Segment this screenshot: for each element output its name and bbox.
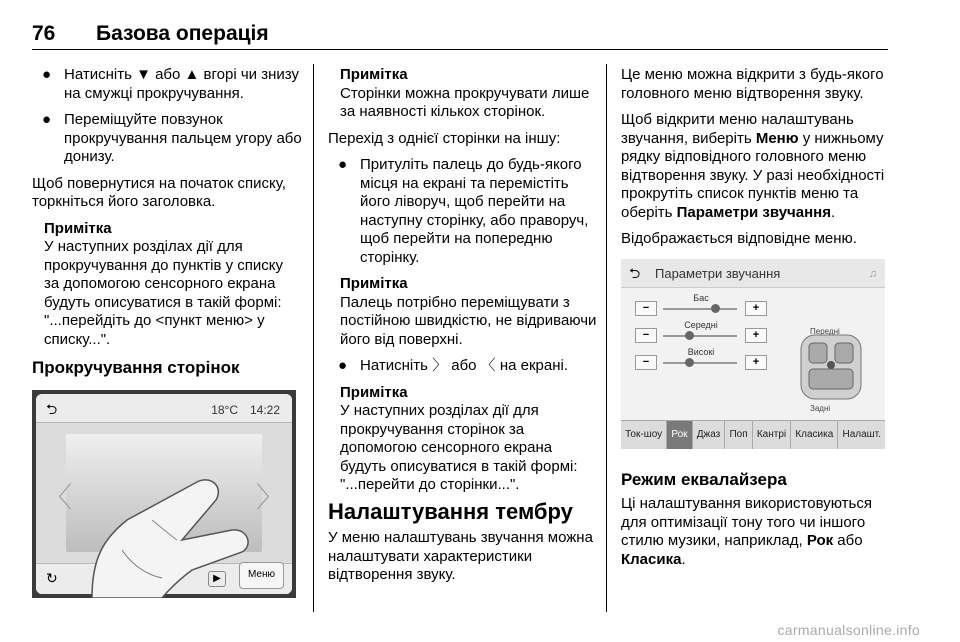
paragraph: Відображається відповідне меню.: [621, 230, 857, 247]
screen-title: Параметри звучання: [655, 265, 781, 281]
touchscreen-illustration: [32, 390, 296, 598]
paragraph: Перехід з однієї сторінки на іншу:: [328, 129, 561, 147]
screen-title-bar: [621, 259, 885, 288]
sound-settings-illustration: [621, 259, 885, 449]
header-rule: [32, 49, 888, 50]
tab-item[interactable]: Кантрі: [753, 421, 791, 449]
plus-button[interactable]: +: [745, 301, 767, 316]
page-title: Базова операція: [96, 22, 269, 45]
note-text: Палець потрібно переміщувати з постійною швидкістю, не відриваючи його від поверхні.: [340, 293, 597, 348]
column-divider: [313, 64, 314, 612]
tab-item[interactable]: Рок: [667, 421, 692, 449]
temperature: 18°C: [211, 402, 238, 417]
slider-label: Середні: [684, 319, 718, 330]
tab-item[interactable]: Поп: [725, 421, 752, 449]
note-title: Примітка: [340, 66, 408, 83]
bullet-text: Переміщуйте повзунок прокручування пальцем угору або донизу.: [64, 111, 302, 165]
chevron-left-icon: 〈: [44, 481, 73, 513]
slider-label: Бас: [693, 292, 709, 303]
rear-label: Задні: [810, 403, 831, 413]
bullet-text: Натисніть 〉 або 〈 на екрані.: [360, 357, 569, 374]
options-icon: ♫: [868, 267, 877, 280]
column-1: [32, 66, 302, 598]
tab-item[interactable]: Джаз: [693, 421, 726, 449]
page-number: 76: [32, 22, 56, 45]
emphasis-menu: Меню: [755, 129, 799, 147]
chevron-right-icon: 〉: [255, 481, 284, 513]
minus-button[interactable]: −: [635, 301, 657, 316]
bullet-item: ● Переміщуйте повзунок прокручування пальцем угору або донизу.: [42, 111, 302, 165]
paragraph: Щоб повернутися на початок списку, торкніться його заголовка.: [32, 174, 286, 210]
bullet-text: Притуліть палець до будь-якого місця на екрані та перемістіть його ліворуч, щоб перейти на наступну сторінку, або праворуч, щоб перейти на попередню сторінку.: [360, 156, 589, 266]
emphasis-rock: Рок: [806, 532, 834, 549]
paragraph: Це меню можна відкрити з будь-якого головного меню відтворення звуку.: [621, 66, 884, 102]
bullet-item: ● Натисніть ▼ або ▲ вгорі чи знизу на смужці прокручування.: [42, 66, 299, 102]
bullet-item: ● Притуліть палець до будь-якого місця на екрані та перемістіть його ліворуч, щоб перейти на наступну сторінку, або праворуч, щоб перейти на попередню сторінку.: [338, 156, 589, 266]
tab-item[interactable]: Налашт.: [842, 428, 881, 440]
slider-track[interactable]: [663, 308, 737, 310]
slider-label: Високі: [687, 346, 715, 357]
note-text: У наступних розділах дії для прокручування сторінок за допомогою сенсорного екрана будуть описуватися в такій формі: "...перейти до сторінки...".: [340, 402, 578, 493]
column-3: [621, 66, 889, 577]
slider-track[interactable]: [663, 335, 737, 337]
tab-item[interactable]: Класика: [791, 421, 838, 449]
column-2: [328, 66, 598, 593]
note: [328, 384, 598, 495]
front-label: Передні: [810, 326, 840, 336]
note-title: Примітка: [44, 219, 112, 237]
car-seats-icon: [791, 331, 871, 403]
section-heading: Режим еквалайзера: [621, 469, 787, 489]
preset-tabs: [621, 420, 885, 449]
paragraph: Щоб відкрити меню налаштувань звучання, виберіть Меню у нижньому рядку відповідного головного меню відтворення звуку. У разі необхідності прокрутіть список пунктів меню та оберіть Параметри звучання.: [621, 111, 885, 221]
slider-knob[interactable]: [685, 331, 694, 340]
slider-track[interactable]: [663, 362, 737, 364]
minus-button[interactable]: −: [635, 328, 657, 343]
note-title: Примітка: [340, 383, 408, 401]
column-divider: [606, 64, 607, 612]
section-heading: Налаштування тембру: [328, 498, 573, 524]
section-heading: Прокручування сторінок: [32, 358, 240, 377]
note-title: Примітка: [340, 275, 408, 292]
paragraph: У меню налаштувань звучання можна налаштувати характеристики відтворення звуку.: [328, 529, 593, 583]
rotate-icon: ↻: [46, 570, 58, 586]
watermark: carmanualsonline.info: [777, 622, 920, 638]
plus-button[interactable]: +: [745, 355, 767, 370]
slider-knob[interactable]: [711, 304, 720, 313]
plus-button[interactable]: +: [745, 328, 767, 343]
emphasis-sound-settings: Параметри звучання: [676, 203, 831, 221]
finger-icon: [32, 390, 296, 598]
emphasis-classic: Класика: [621, 550, 682, 568]
bullet-item: ● Натисніть 〉 або 〈 на екрані.: [338, 357, 569, 374]
play-icon: ▶: [208, 571, 226, 587]
clock: 14:22: [249, 402, 280, 417]
note: [32, 220, 302, 350]
note: [328, 275, 598, 349]
bullet-text: Натисніть ▼ або ▲ вгорі чи знизу на смужці прокручування.: [64, 66, 299, 102]
slider-knob[interactable]: [685, 358, 694, 367]
back-icon: ⮌: [46, 400, 58, 417]
page-header: [32, 22, 269, 46]
minus-button[interactable]: −: [635, 355, 657, 370]
back-icon: ⮌: [629, 264, 641, 281]
menu-button: Меню: [239, 562, 284, 589]
note-text: Сторінки можна прокручувати лише за наявності кількох сторінок.: [340, 84, 590, 120]
tab-item[interactable]: Ток-шоу: [621, 421, 667, 449]
paragraph: Ці налаштування використовуються для оптимізації тону того чи іншого стилю музики, наприклад, Рок або Класика.: [621, 495, 872, 568]
note-text: У наступних розділах дії для прокручування до пунктів у списку за допомогою сенсорного екрана будуть описуватися в такій формі: "...перейдіть до <пункт меню> у списку...".: [44, 238, 283, 348]
note: [328, 66, 598, 122]
